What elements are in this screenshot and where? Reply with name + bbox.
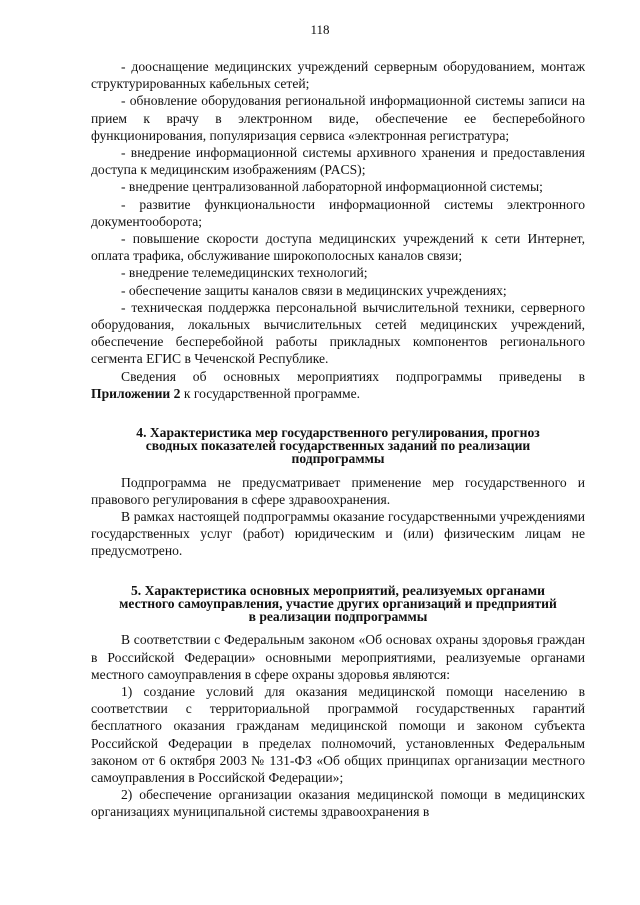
page-content (91, 58, 585, 821)
page-number: 118 (310, 22, 330, 37)
section-4-heading (91, 426, 585, 466)
list-item: - дооснащение медицинских учреждений серверным оборудованием, монтаж структурированных кабельных сетей; (91, 59, 585, 92)
bullet-list (91, 58, 585, 368)
heading-line: подпрограммы (291, 451, 385, 467)
section-4-paragraph: В рамках настоящей подпрограммы оказание государственными учреждениями государственных услуг (работ) юридическим и (или) физическим лицам не предусмотрено. (91, 509, 585, 559)
appendix-note-after: к государственной программе. (180, 385, 361, 401)
heading-line: местного самоуправления, участие других организаций и предприятий (119, 595, 557, 611)
list-item: - техническая поддержка персональной вычислительной техники, серверного оборудования, локальных вычислительных сетей медицинских учреждений, обеспечение бесперебойной работы прикладных компонентов регионального сегмента ЕГИС в Чеченской Республике. (91, 299, 585, 367)
list-item: - обновление оборудования региональной информационной системы записи на прием к врачу в электронном виде, обеспечение ее бесперебойного функционирования, популяризация сервиса «электронная регистратура; (91, 93, 585, 143)
list-item: - внедрение централизованной лабораторной информационной системы; (121, 179, 543, 195)
list-item: - обеспечение защиты каналов связи в медицинских учреждениях; (121, 282, 507, 298)
appendix-note (91, 368, 585, 402)
heading-line: сводных показателей государственных заданий по реализации (145, 438, 531, 454)
list-item: - развитие функциональности информационной системы электронного документооборота; (91, 196, 585, 229)
list-item: - повышение скорости доступа медицинских учреждений к сети Интернет, оплата трафика, обслуживание широкополосных каналов связи; (91, 231, 585, 264)
section-5-paragraph: В соответствии с Федеральным законом «Об основах охраны здоровья граждан в Российской Федерации» основными мероприятиями, реализуемые органами местного самоуправления в сфере охраны здоровья являются: (91, 632, 585, 682)
heading-line: 5. Характеристика основных мероприятий, реализуемых органами (130, 582, 545, 598)
list-item: - внедрение информационной системы архивного хранения и предоставления доступа к медицинским изображениям (PACS); (91, 145, 585, 178)
section-5-paragraph: 1) создание условий для оказания медицинской помощи населению в соответствии с территориальной программой государственных гарантий бесплатного оказания гражданам медицинской помощи и законом субъекта Российской Федерации в пределах полномочий, установленных Федеральным законом от 6 октября 2003 № 131-ФЗ «Об общих принципах организации местного самоуправления в Российской Федерации»; (91, 683, 585, 785)
appendix-note-before: Сведения об основных мероприятиях подпрограммы приведены в (121, 368, 585, 384)
section-5-paragraph: 2) обеспечение организации оказания медицинской помощи в медицинских организациях муниципальной системы здравоохранения в (91, 787, 585, 820)
section-5-heading (91, 584, 585, 624)
heading-line: в реализации подпрограммы (248, 609, 428, 625)
heading-line: 4. Характеристика мер государственного регулирования, прогноз (136, 425, 540, 441)
section-4-paragraph: Подпрограмма не предусматривает применение мер государственного и правового регулирования в сфере здравоохранения. (91, 474, 585, 507)
appendix-link-text: Приложении 2 (91, 385, 181, 401)
list-item: - внедрение телемедицинских технологий; (121, 265, 368, 281)
